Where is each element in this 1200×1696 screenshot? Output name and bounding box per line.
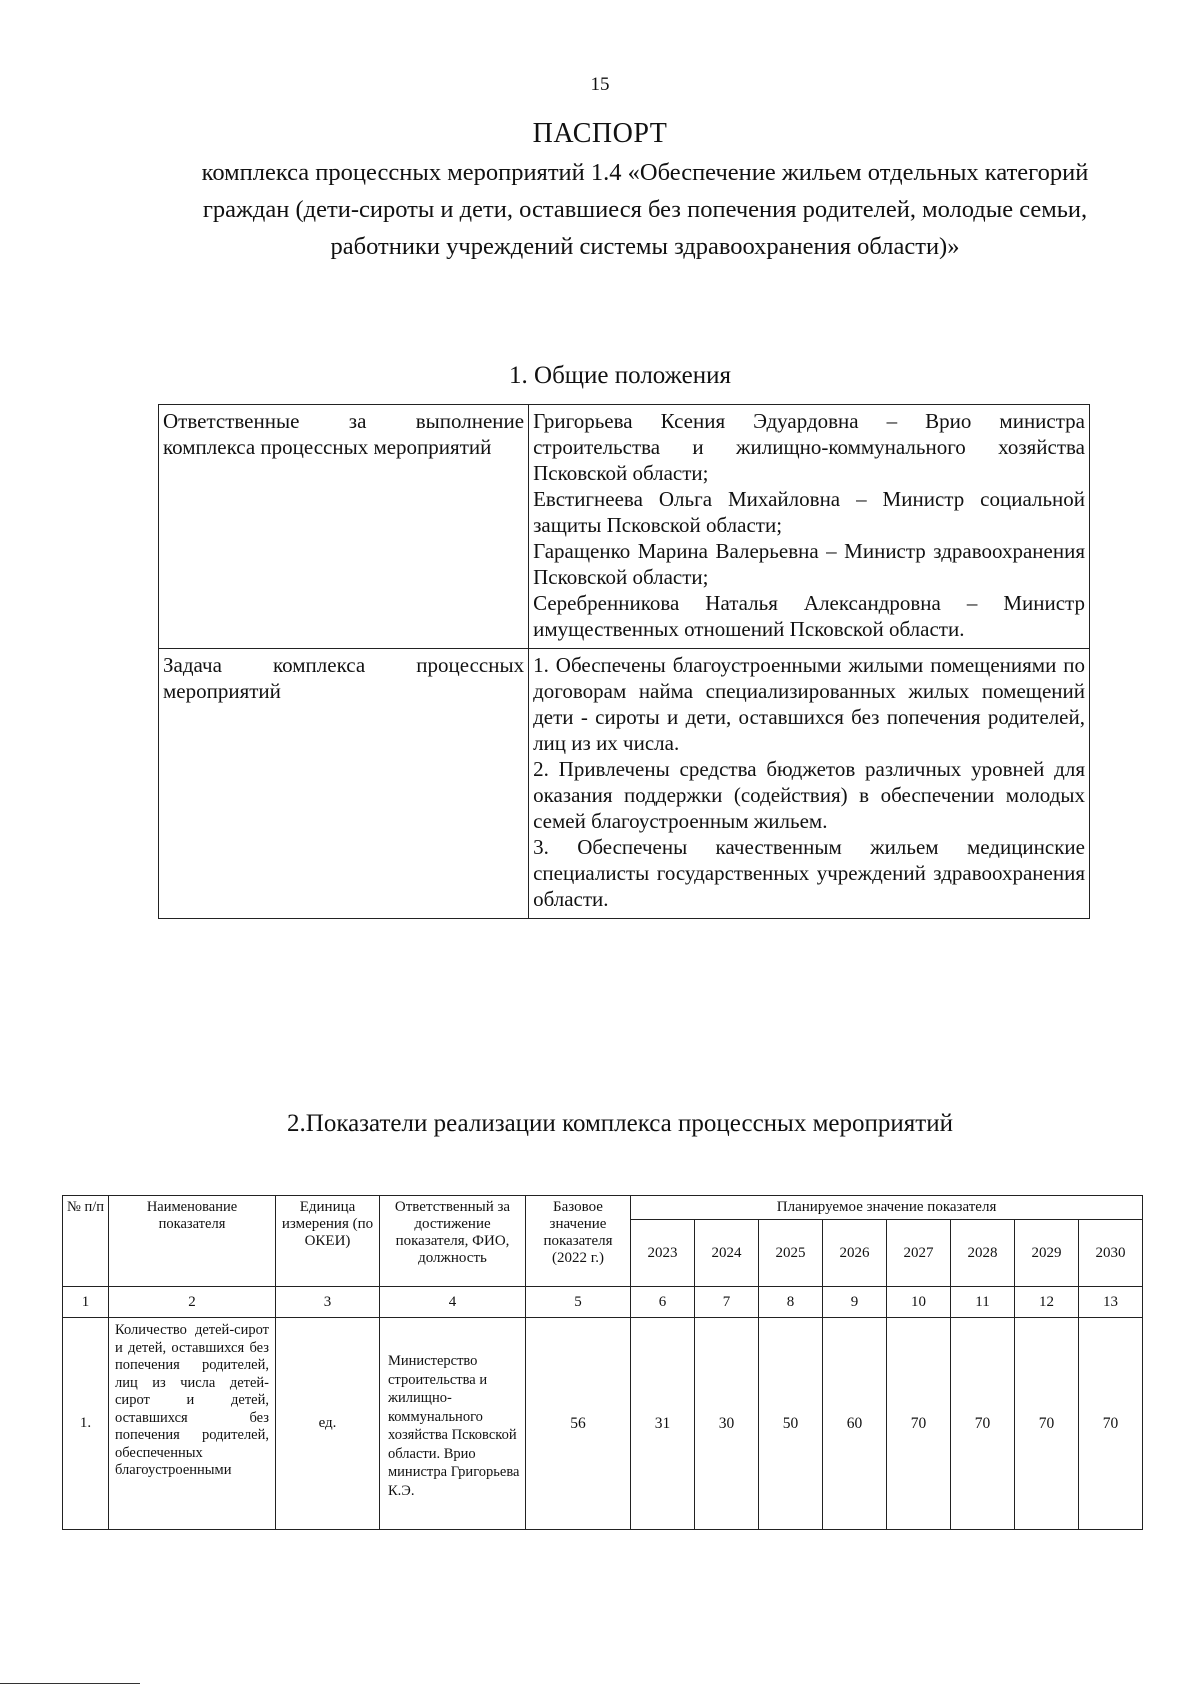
planned-value: 30: [695, 1318, 759, 1530]
column-number: 13: [1079, 1287, 1143, 1318]
row-value-task: [529, 649, 1090, 919]
section-2-heading: 2.Показатели реализации комплекса процессных мероприятий: [287, 1110, 953, 1137]
table-row: [159, 405, 1090, 649]
row-value-responsible: [529, 405, 1090, 649]
planned-value: 70: [1079, 1318, 1143, 1530]
column-number: 3: [276, 1287, 380, 1318]
header-year: 2030: [1079, 1220, 1143, 1287]
document-subtitle: комплекса процессных мероприятий 1.4 «Обеспечение жильем отдельных категорий граждан (дети-сироты и дети, оставшиеся без попечения родителей, молодые семьи, работники учреждений системы здравоохранения области)»: [201, 159, 1089, 260]
responsible-person-4: Серебренникова Наталья Александровна – Министр имущественных отношений Псковской области.: [533, 591, 1085, 641]
header-year: 2026: [823, 1220, 887, 1287]
header-year: 2025: [759, 1220, 823, 1287]
header-year: 2029: [1015, 1220, 1079, 1287]
responsible-person-2: Евстигнеева Ольга Михайловна – Министр социальной защиты Псковской области;: [533, 487, 1085, 537]
planned-value: 70: [887, 1318, 951, 1530]
responsible-person-3: Гаращенко Марина Валерьевна – Министр здравоохранения Псковской области;: [533, 539, 1085, 589]
header-year: 2027: [887, 1220, 951, 1287]
indicators-table: [62, 1195, 1143, 1530]
header-unit: Единица измерения (по ОКЕИ): [276, 1196, 380, 1287]
planned-value: 50: [759, 1318, 823, 1530]
task-item-2: 2. Привлечены средства бюджетов различных уровней для оказания поддержки (содействия) в обеспечении молодых семей благоустроенным жильем.: [533, 757, 1085, 833]
column-number: 1: [63, 1287, 109, 1318]
column-number: 7: [695, 1287, 759, 1318]
indicator-base-value: 56: [526, 1318, 631, 1530]
header-year: 2024: [695, 1220, 759, 1287]
column-numbers-row: [63, 1287, 1143, 1318]
document-title: ПАСПОРТ: [532, 118, 668, 149]
footnote-divider: [0, 1683, 140, 1684]
header-year: 2028: [951, 1220, 1015, 1287]
planned-value: 70: [951, 1318, 1015, 1530]
column-number: 10: [887, 1287, 951, 1318]
header-num: № п/п: [63, 1196, 109, 1287]
indicator-name: Количество детей-сирот и детей, оставшихся без попечения родителей, лиц из числа детей-сирот и детей, оставшихся без попечения родителей, обеспеченных благоустроенными: [109, 1318, 276, 1530]
general-provisions-table: [158, 404, 1090, 919]
planned-value: 70: [1015, 1318, 1079, 1530]
header-responsible: Ответственный за достижение показателя, ФИО, должность: [380, 1196, 526, 1287]
column-number: 9: [823, 1287, 887, 1318]
page-number: 15: [590, 74, 610, 95]
row-label-responsible: Ответственные за выполнение комплекса процессных мероприятий: [159, 405, 529, 649]
column-number: 5: [526, 1287, 631, 1318]
row-label-task: Задача комплекса процессных мероприятий: [159, 649, 529, 919]
table-row: [159, 649, 1090, 919]
indicator-responsible: Министерство строительства и жилищно-коммунального хозяйства Псковской области. Врио министра Григорьева К.Э.: [380, 1318, 526, 1530]
column-number: 4: [380, 1287, 526, 1318]
column-number: 11: [951, 1287, 1015, 1318]
responsible-person-1: Григорьева Ксения Эдуардовна – Врио министра строительства и жилищно-коммунального хозяйства Псковской области;: [533, 409, 1085, 485]
header-name: Наименование показателя: [109, 1196, 276, 1287]
table-header-row: [63, 1196, 1143, 1220]
table-row: [63, 1318, 1143, 1530]
header-planned: Планируемое значение показателя: [631, 1196, 1143, 1220]
indicator-unit: ед.: [276, 1318, 380, 1530]
column-number: 12: [1015, 1287, 1079, 1318]
task-item-3: 3. Обеспечены качественным жильем медицинские специалисты государственных учреждений здравоохранения области.: [533, 835, 1085, 911]
column-number: 6: [631, 1287, 695, 1318]
planned-value: 31: [631, 1318, 695, 1530]
row-num: 1.: [63, 1318, 109, 1530]
header-base: Базовое значение показателя (2022 г.): [526, 1196, 631, 1287]
column-number: 2: [109, 1287, 276, 1318]
task-item-1: 1. Обеспечены благоустроенными жилыми помещениями по договорам найма специализированных жилых помещений дети - сироты и дети, оставшихся без попечения родителей, лиц из их числа.: [533, 653, 1085, 755]
column-number: 8: [759, 1287, 823, 1318]
planned-value: 60: [823, 1318, 887, 1530]
section-1-heading: 1. Общие положения: [509, 362, 731, 389]
header-year: 2023: [631, 1220, 695, 1287]
